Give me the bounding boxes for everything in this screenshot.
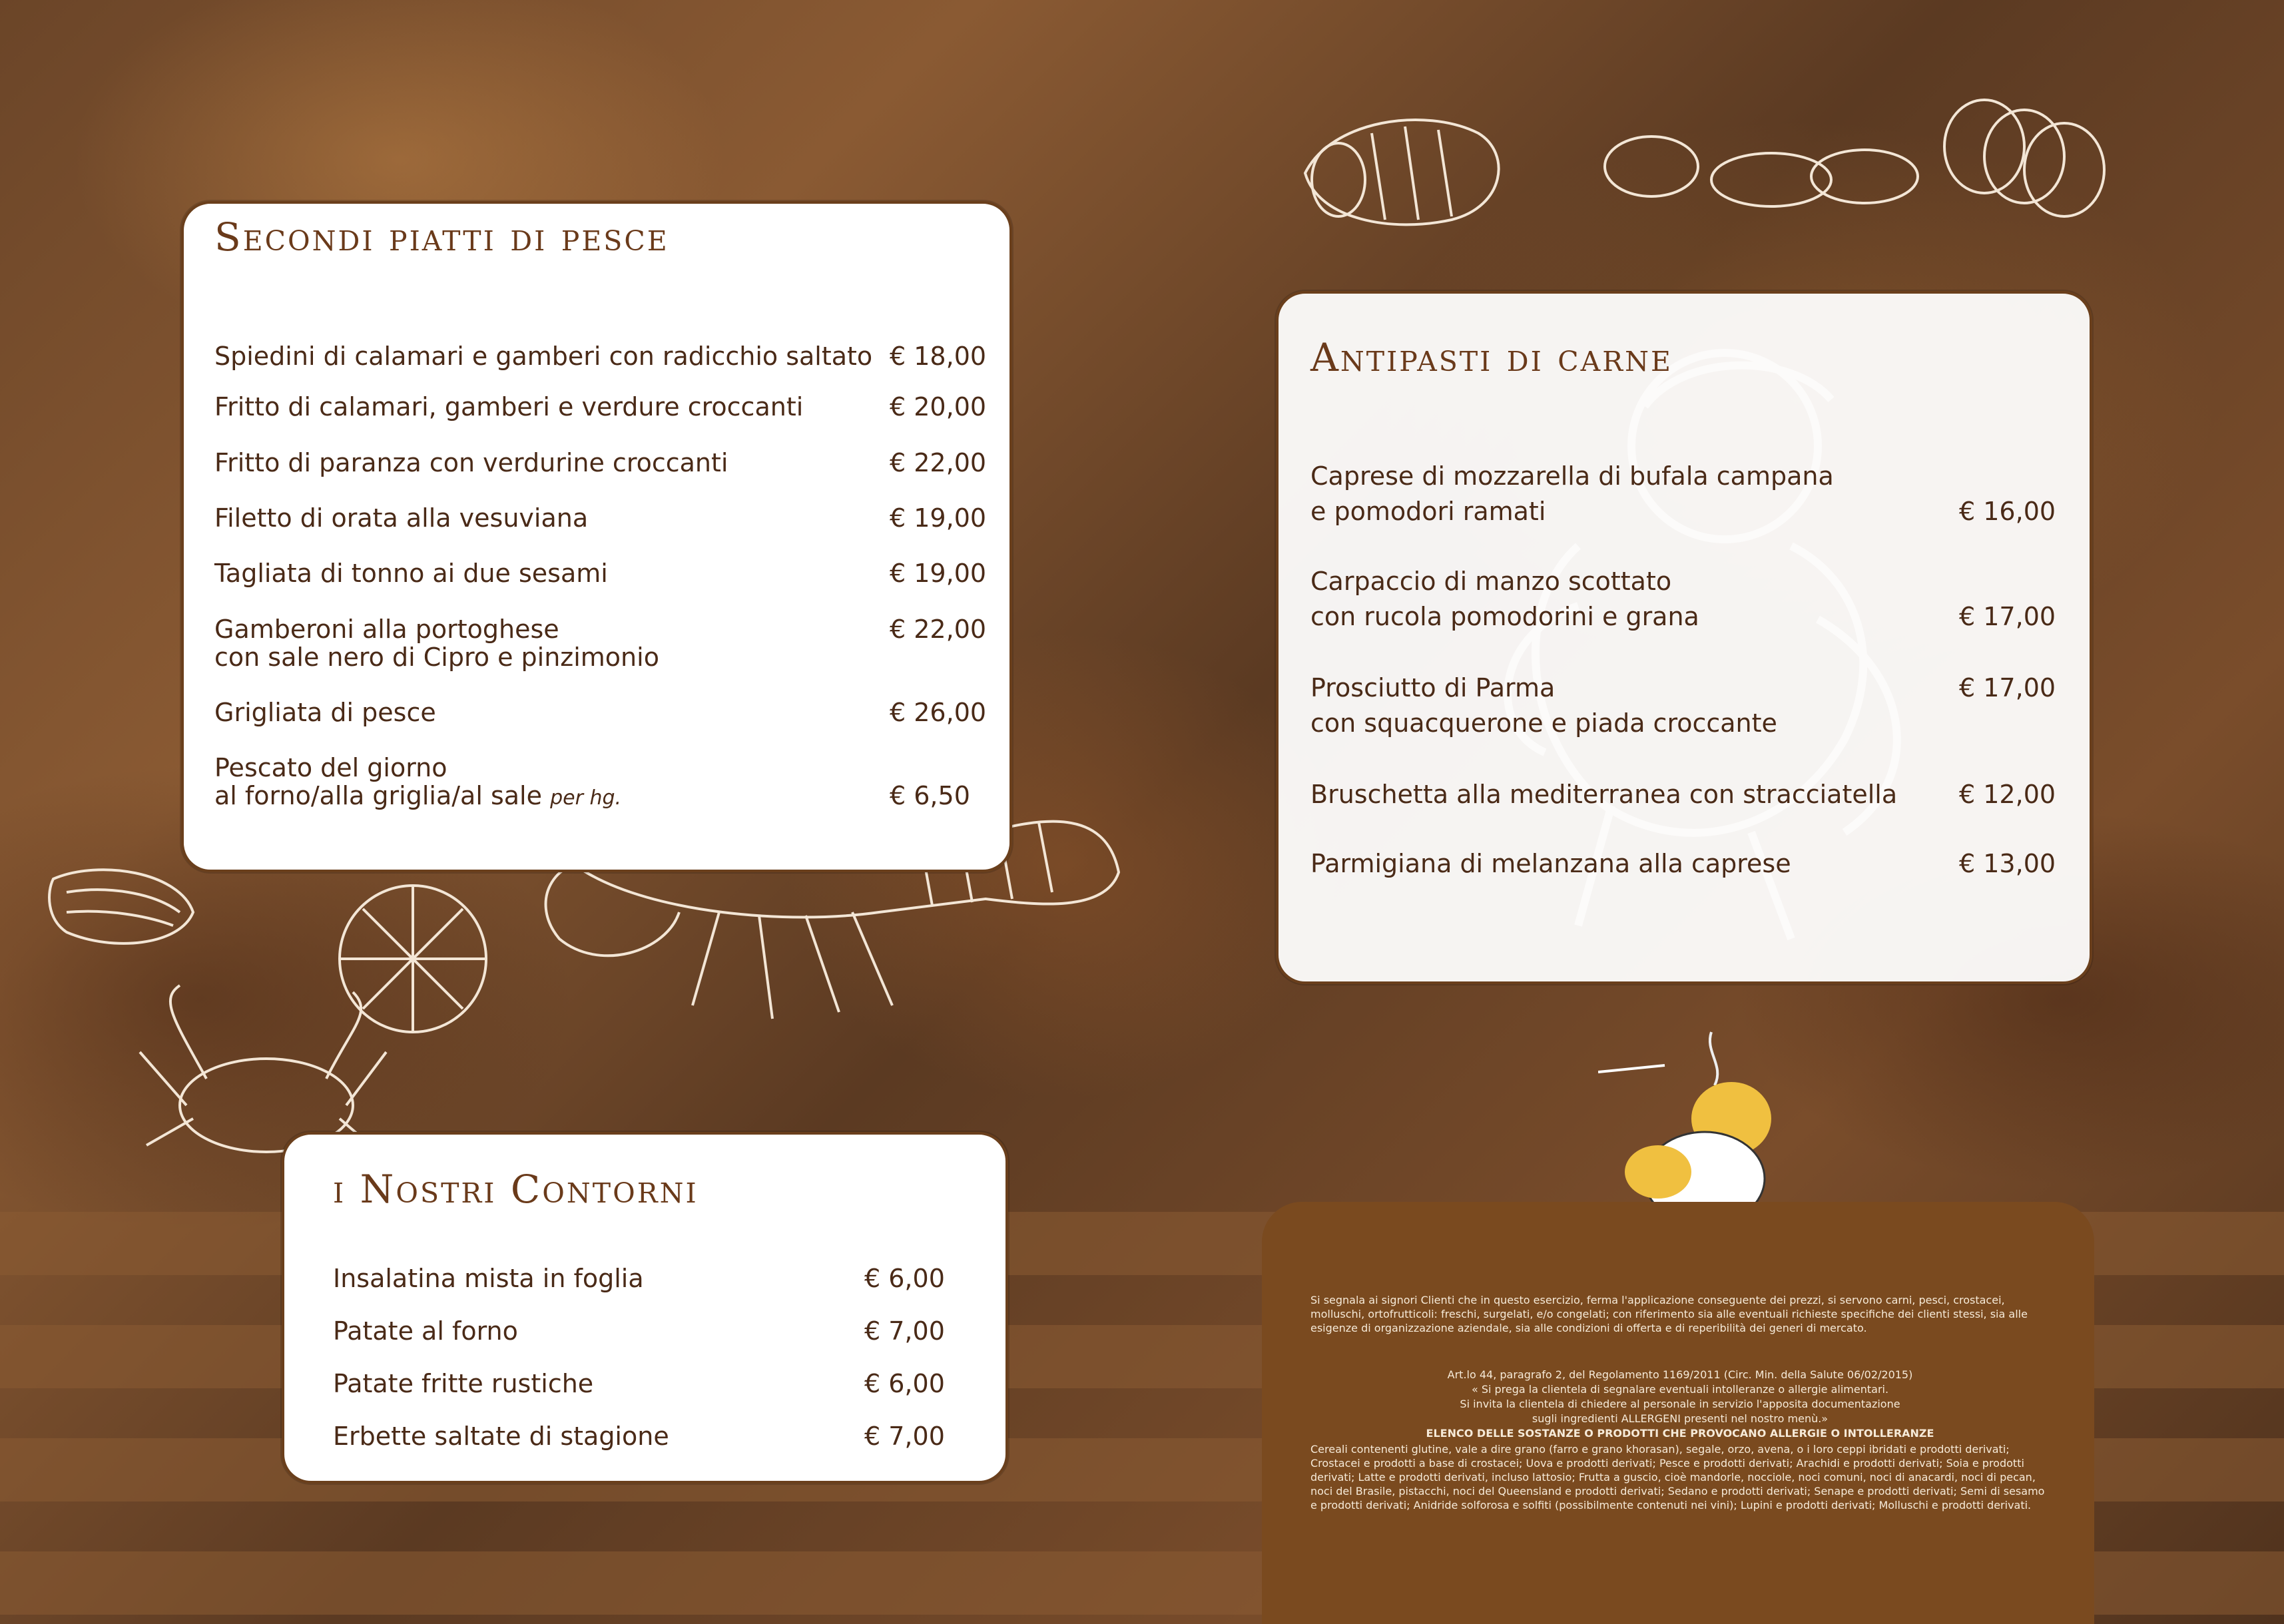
antipasti-item-detail: e pomodori ramati <box>1310 497 1546 526</box>
antipasti-price: € 16,00 <box>1959 497 2056 526</box>
secondi-item: Grigliata di pesce <box>214 698 436 727</box>
contorni-price: € 7,00 <box>864 1316 945 1346</box>
notice-line: « Si prega la clientela di segnalare eventuali intolleranze o allergie alimentari. <box>1471 1383 1889 1396</box>
contorni-item: Insalatina mista in foglia <box>333 1264 644 1293</box>
antipasti-panel <box>1276 291 2092 984</box>
mussel-sketch <box>47 859 200 959</box>
antipasti-price: € 17,00 <box>1959 602 2056 631</box>
contorni-item: Erbette saltate di stagione <box>333 1422 669 1451</box>
secondi-price: € 26,00 <box>890 698 987 727</box>
secondi-price: € 22,00 <box>890 448 987 477</box>
secondi-item-detail: con sale nero di Cipro e pinzimonio <box>214 643 659 672</box>
secondi-item: Tagliata di tonno ai due sesami <box>214 559 608 588</box>
notice-line: Si invita la clientela di chiedere al personale in servizio l'apposita documentazione <box>1460 1398 1900 1410</box>
secondi-item: Spiedini di calamari e gamberi con radicchio saltato <box>214 342 873 371</box>
contorni-price: € 6,00 <box>864 1264 945 1293</box>
secondi-item: Fritto di paranza con verdurine croccanti <box>214 448 728 477</box>
notice-heading: ELENCO DELLE SOSTANZE O PRODOTTI CHE PROVOCANO ALLERGIE O INTOLLERANZE <box>1426 1427 1934 1440</box>
secondi-title: Secondi piatti di pesce <box>214 214 669 260</box>
antipasti-item: Bruschetta alla mediterranea con stracciatella <box>1310 780 1898 809</box>
antipasti-price: € 13,00 <box>1959 849 2056 878</box>
antipasti-price: € 12,00 <box>1959 780 2056 809</box>
price-unit: per hg. <box>550 786 622 810</box>
secondi-price: € 20,00 <box>890 392 987 421</box>
antipasti-price: € 17,00 <box>1959 673 2056 702</box>
secondi-item: Fritto di calamari, gamberi e verdure croccanti <box>214 392 804 421</box>
antipasti-item: Parmigiana di melanzana alla caprese <box>1310 849 1791 878</box>
notice-line: Art.lo 44, paragrafo 2, del Regolamento 1169/2011 (Circ. Min. della Salute 06/02/2015) <box>1447 1368 1913 1381</box>
allergen-list: Cereali contenenti glutine, vale a dire grano (farro e grano khorasan), segale, orzo, avena, o i loro ceppi ibridati e prodotti derivati; Crostacei e prodotti a base di crostacei; Uova e prodotti derivati; Pesce e prodotti derivati; Arachidi e prodotti derivati; Soia e prodotti derivati; Latte e prodotti derivati, incluso lattosio; Frutta a guscio, cioè mandorle, nocciole, noci comuni, noci di anacardi, noci di pecan, noci del Brasile, pistacchi, noci del Queensland e prodotti derivati; Sedano e prodotti derivati; Senape e prodotti derivati; Semi di sesamo e prodotti derivati; Anidride solforosa e solfiti (possibilmente contenuti nei vini); Lupini e prodotti derivati; Molluschi e prodotti derivati. <box>1310 1443 2045 1511</box>
secondi-item-detail <box>214 780 621 814</box>
contorni-price: € 6,00 <box>864 1369 945 1398</box>
contorni-item: Patate fritte rustiche <box>333 1369 594 1398</box>
antipasti-item-detail: con squacquerone e piada croccante <box>1310 708 1777 738</box>
contorni-price: € 7,00 <box>864 1422 945 1451</box>
secondi-price: € 22,00 <box>890 615 987 644</box>
secondi-item: Gamberoni alla portoghese <box>214 615 559 644</box>
antipasti-item: Prosciutto di Parma <box>1310 673 1556 702</box>
secondi-price: € 6,50 <box>890 781 970 810</box>
notice-paragraph: Si segnala ai signori Clienti che in questo esercizio, ferma l'applicazione conseguente dei prezzi, si servono carni, pesci, crostacei, molluschi, ortofrutticoli: freschi, surgelati, e/o congelati; con riferimento sia alle eventuali richieste specifiche dei clienti stessi, sia alle esigenze di organizzazione aziendale, sia alle condizioni di offerta e di reperibilità dei generi di mercato. <box>1310 1294 2028 1334</box>
antipasti-item: Caprese di mozzarella di bufala campana <box>1310 461 1834 491</box>
secondi-price: € 19,00 <box>890 559 987 588</box>
secondi-price: € 18,00 <box>890 342 987 371</box>
secondi-item: Filetto di orata alla vesuviana <box>214 503 589 533</box>
contorni-title: i Nostri Contorni <box>333 1167 699 1212</box>
watermark: Restaurant Guru <box>673 707 900 858</box>
antipasti-item: Carpaccio di manzo scottato <box>1310 567 1672 596</box>
secondi-item-detail-text: al forno/alla griglia/al sale <box>214 781 542 810</box>
contorni-item: Patate al forno <box>333 1316 518 1346</box>
secondi-price: € 19,00 <box>890 503 987 533</box>
secondi-item: Pescato del giorno <box>214 753 447 782</box>
antipasti-item-detail: con rucola pomodorini e grana <box>1310 602 1699 631</box>
antipasti-title: Antipasti di carne <box>1310 335 1673 380</box>
salami-sketch <box>1292 93 2144 240</box>
notice-line: sugli ingredienti ALLERGENI presenti nel nostro menù.» <box>1532 1412 1829 1425</box>
